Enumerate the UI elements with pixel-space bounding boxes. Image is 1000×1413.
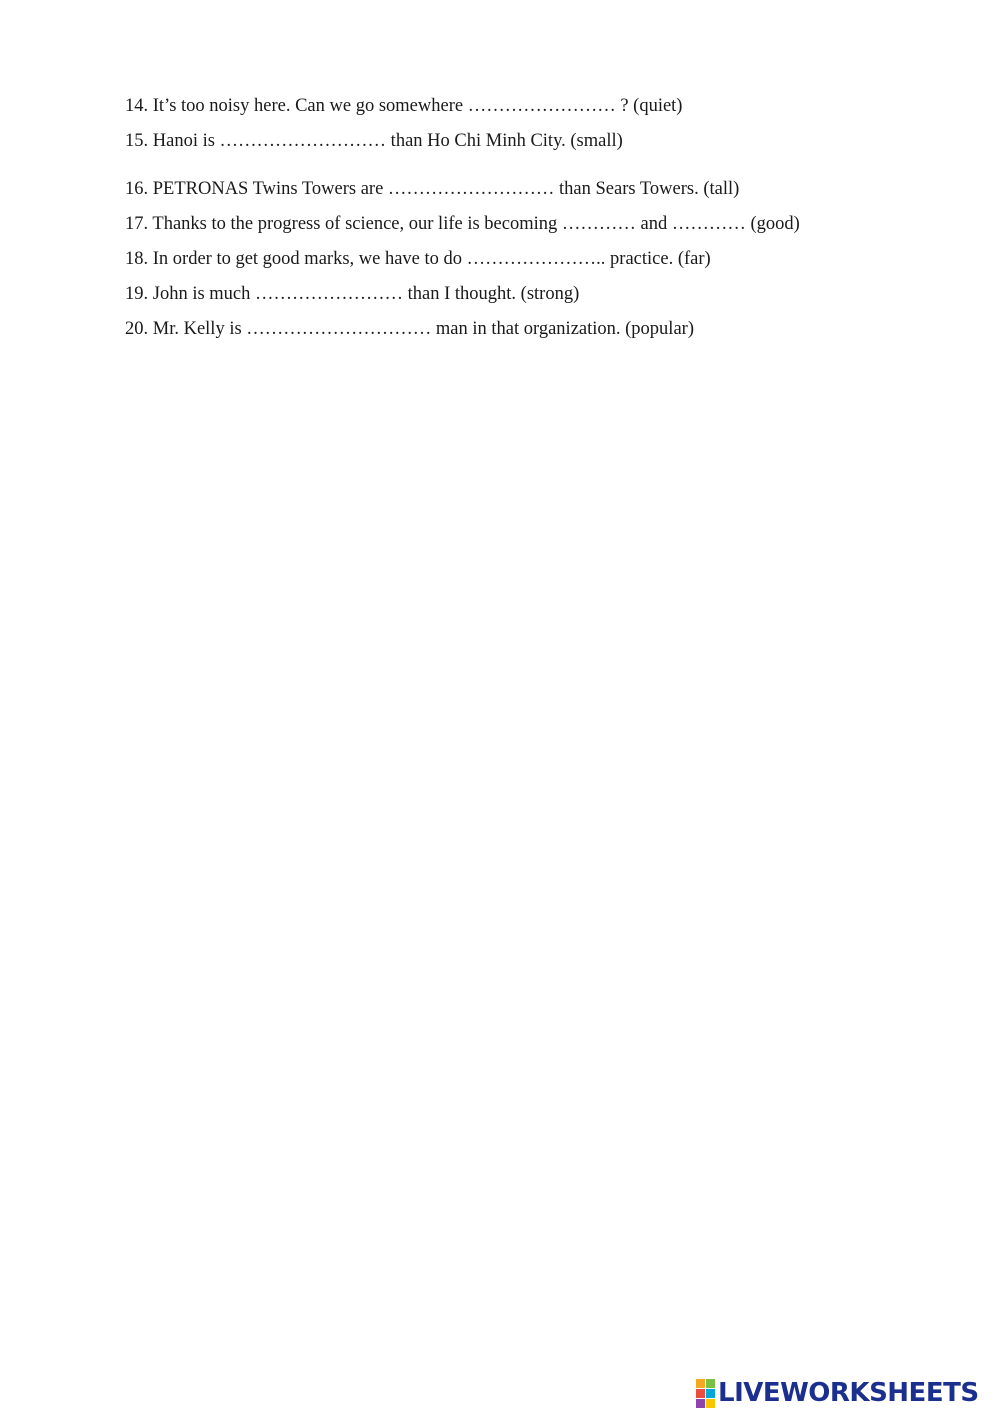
question-17: 17. Thanks to the progress of science, our life is becoming ………… and ………… (good) (125, 214, 800, 234)
question-15: 15. Hanoi is ……………………… than Ho Chi Minh City. (small) (125, 131, 623, 151)
liveworksheets-logo-icon (696, 1379, 715, 1408)
question-list (125, 94, 945, 352)
question-14: 14. It’s too noisy here. Can we go somewhere …………………… ? (quiet) (125, 96, 683, 116)
question-20: 20. Mr. Kelly is ………………………… man in that organization. (popular) (125, 319, 694, 339)
liveworksheets-logo (696, 1378, 979, 1408)
logo-text: LIVEWORKSHEETS (718, 1378, 979, 1408)
question-16: 16. PETRONAS Twins Towers are ……………………… than Sears Towers. (tall) (125, 179, 740, 199)
question-18: 18. In order to get good marks, we have to do ………………….. practice. (far) (125, 249, 711, 269)
question-19: 19. John is much …………………… than I thought. (strong) (125, 284, 580, 304)
